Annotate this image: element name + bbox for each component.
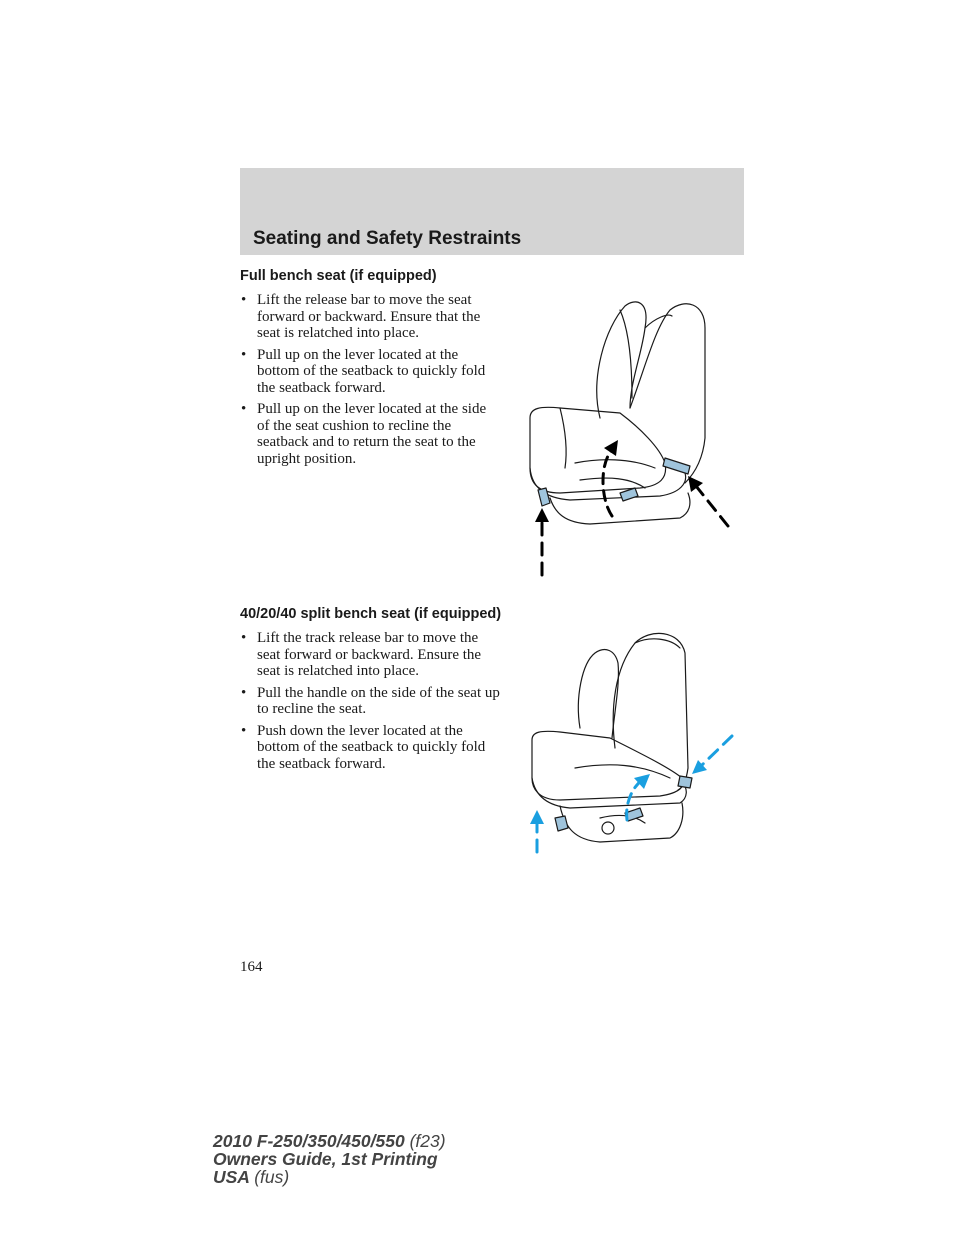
list-item: • Lift the release bar to move the seat forward or backward. Ensure that the seat is relatched into place. xyxy=(241,292,481,341)
split-bench-seat-heading: 40/20/40 split bench seat (if equipped) xyxy=(240,606,502,622)
recline-lever xyxy=(663,458,690,474)
document-footer: 2010 F-250/350/450/550 (f23) Owners Guide, 1st Printing USA (fus) xyxy=(213,1131,446,1187)
track-release-bar xyxy=(555,816,568,831)
list-item: • Pull up on the lever located at the bottom of the seatback to quickly fold the seatback forward. xyxy=(241,346,486,396)
full-bench-seat-heading: Full bench seat (if equipped) xyxy=(240,268,437,284)
list-item: • Push down the lever located at the bottom of the seatback to quickly fold the seatback forward. xyxy=(241,722,486,772)
lift-arrow-icons xyxy=(530,736,732,852)
split-bench-seat-illustration xyxy=(520,628,740,858)
split-bench-seat-instructions xyxy=(240,630,502,777)
lift-arrow-icons xyxy=(535,440,728,575)
seatback-fold-lever xyxy=(620,488,638,501)
list-item: • Lift the track release bar to move the seat forward or backward. Ensure the seat is relatched into place. xyxy=(241,630,482,679)
seatback-fold-lever xyxy=(678,776,692,788)
list-item: • Pull up on the lever located at the side of the seat cushion to recline the seatback and to return the seat to the upright position. xyxy=(241,401,487,467)
track-release-bar xyxy=(538,488,550,506)
section-title: Seating and Safety Restraints xyxy=(253,228,522,249)
full-bench-seat-illustration xyxy=(520,298,740,580)
page-number: 164 xyxy=(240,959,263,975)
list-item: • Pull the handle on the side of the seat up to recline the seat. xyxy=(241,684,500,717)
full-bench-seat-instructions xyxy=(240,292,502,472)
